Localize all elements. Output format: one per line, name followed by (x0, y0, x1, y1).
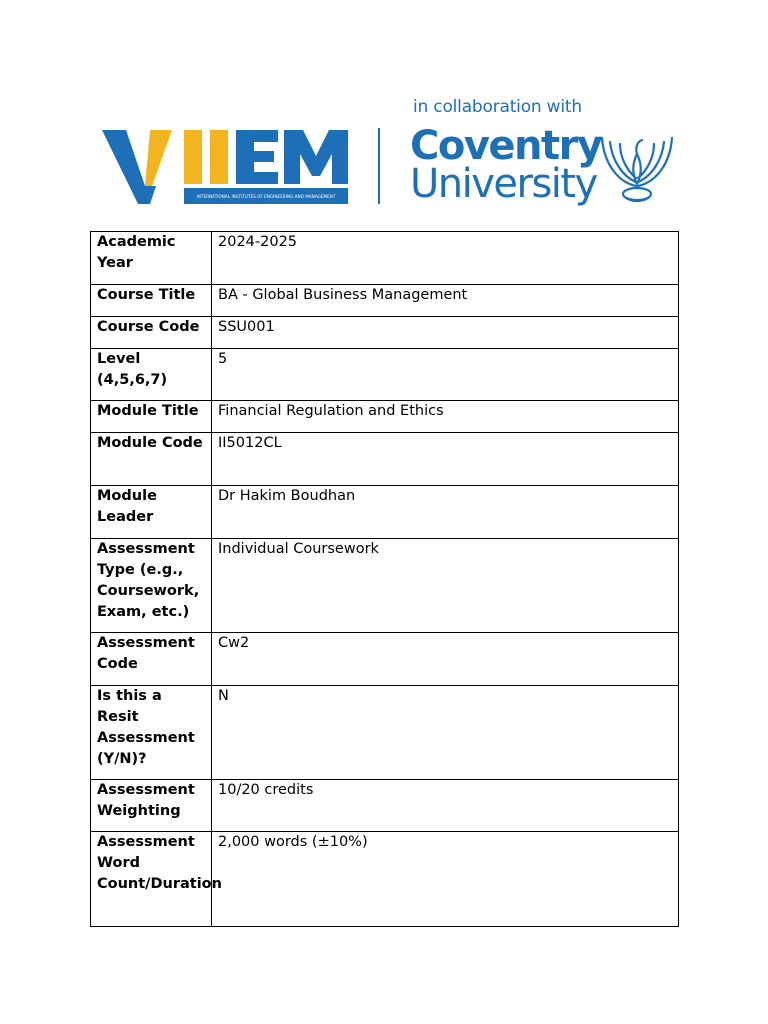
row-label: Module Leader (91, 486, 212, 539)
row-value: Financial Regulation and Ethics (212, 401, 679, 433)
row-label: Assessment Word Count/Duration (91, 832, 212, 927)
university-wordmark: University (410, 161, 597, 207)
table-row (91, 686, 679, 780)
table-row (91, 780, 679, 832)
row-label: Assessment Type (e.g., Coursework, Exam, etc.) (91, 539, 212, 633)
phoenix-emblem-icon (598, 124, 676, 204)
row-value: N (212, 686, 679, 780)
row-value: II5012CL (212, 433, 679, 486)
coventry-wordmark: Coventry (410, 123, 602, 169)
row-label: Assessment Code (91, 633, 212, 686)
row-label: Course Code (91, 317, 212, 349)
table-row (91, 285, 679, 317)
row-label: Level (4,5,6,7) (91, 349, 212, 401)
row-value: 2,000 words (±10%) (212, 832, 679, 927)
table-row (91, 633, 679, 686)
row-label: Is this a Resit Assessment (Y/N)? (91, 686, 212, 780)
row-value: Individual Coursework (212, 539, 679, 633)
row-value: 5 (212, 349, 679, 401)
row-label: Module Code (91, 433, 212, 486)
row-label: Course Title (91, 285, 212, 317)
table-row (91, 317, 679, 349)
row-label: Assessment Weighting (91, 780, 212, 832)
row-value: BA - Global Business Management (212, 285, 679, 317)
collaboration-text: in collaboration with (413, 97, 582, 117)
table-row (91, 232, 679, 285)
row-value: SSU001 (212, 317, 679, 349)
logo-divider (378, 128, 380, 204)
row-label: Module Title (91, 401, 212, 433)
document-header (0, 0, 768, 225)
table-row (91, 433, 679, 486)
row-value: Dr Hakim Boudhan (212, 486, 679, 539)
row-label: Academic Year (91, 232, 212, 285)
assessment-info-table (90, 231, 679, 927)
row-value: Cw2 (212, 633, 679, 686)
viiem-logo (100, 124, 350, 208)
row-value: 2024-2025 (212, 232, 679, 285)
row-value: 10/20 credits (212, 780, 679, 832)
viiem-subtitle: INTERNATIONAL INSTITUTES OF ENGINEERING AND MANAGEMENT (196, 194, 336, 199)
table-row (91, 401, 679, 433)
table-row (91, 486, 679, 539)
table-row (91, 832, 679, 927)
table-row (91, 349, 679, 401)
table-row (91, 539, 679, 633)
